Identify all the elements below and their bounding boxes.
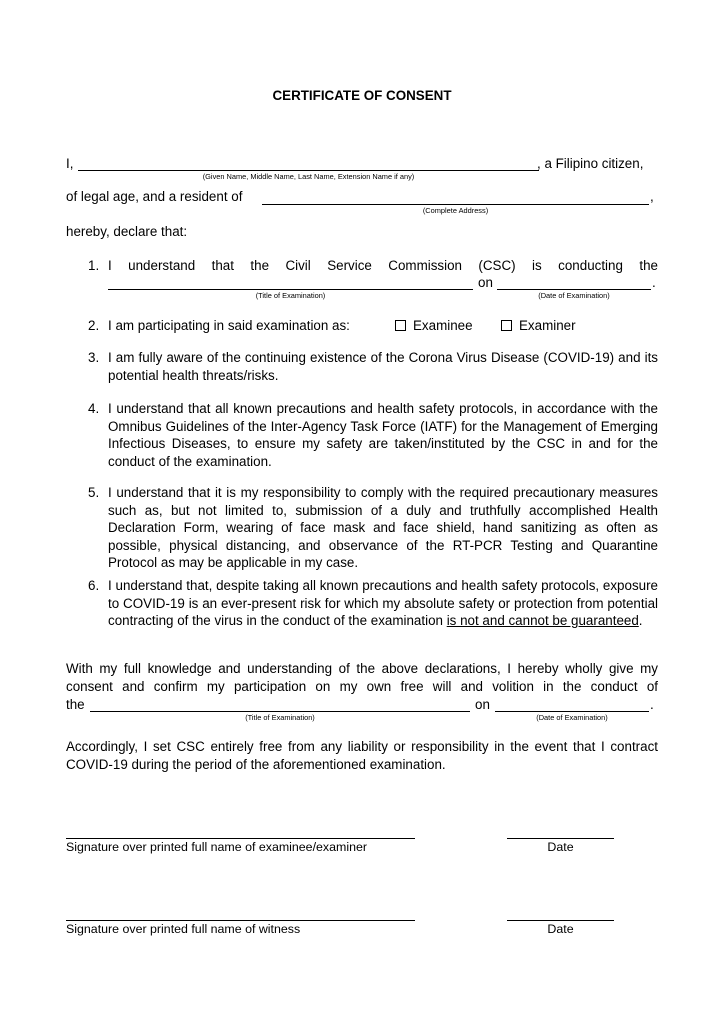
examiner-checkbox[interactable] — [501, 320, 512, 331]
consent-exam-date-field[interactable] — [495, 711, 649, 712]
resident-text: of legal age, and a resident of — [66, 189, 243, 204]
item-1-exam-title-field[interactable] — [108, 289, 473, 290]
item-4-text: I understand that all known precautions and health safety protocols, in accordance with the Omnibus Guidelines of the Inter-Agency Task Force (IATF) for the Management of Emerging Infectious Diseases, to ensure my safety are taken/instituted by the CSC in and for the conduct of the examination. — [108, 401, 658, 469]
consent-title-hint: (Title of Examination) — [245, 713, 315, 722]
option-examiner[interactable] — [501, 316, 576, 335]
citizen-text: , a Filipino citizen, — [537, 156, 644, 171]
item-1-number: 1. — [88, 258, 100, 273]
witness-date-label: Date — [547, 922, 574, 936]
page-title: CERTIFICATE OF CONSENT — [272, 88, 452, 103]
item-1-text: I understand that the Civil Service Commission (CSC) is conducting the — [108, 258, 658, 273]
item-1-date-hint: (Date of Examination) — [538, 291, 610, 300]
item-4-number: 4. — [88, 401, 100, 416]
examinee-signature-label: Signature over printed full name of examinee/examiner — [66, 840, 367, 854]
consent-on: on — [475, 697, 490, 712]
item-2-number: 2. — [88, 318, 100, 333]
name-field[interactable] — [78, 170, 539, 171]
consent-date-hint: (Date of Examination) — [536, 713, 608, 722]
item-6-underlined: is not and cannot be guaranteed — [446, 613, 639, 628]
item-1-title-hint: (Title of Examination) — [255, 291, 326, 300]
item-5-text: I understand that it is my responsibility to comply with the required precautionary measures such as, but not limited to, submission of a duly and truthfully accomplished Health Declaration Form, wearing of face mask and face shield, hand sanitizing as often as possible, physical distancing, and observance of the RT-PCR Testing and Quarantine Protocol as may be applicable in my case. — [108, 485, 658, 570]
consent-text: With my full knowledge and understanding of the above declarations, I hereby wholly give my consent and confirm my participation on my own free will and volition in the conduct of — [66, 661, 658, 694]
item-2-text: I am participating in said examination as: — [108, 318, 350, 333]
item-3-number: 3. — [88, 350, 100, 365]
witness-signature-label: Signature over printed full name of witness — [66, 922, 301, 936]
address-hint: (Complete Address) — [422, 206, 489, 215]
examinee-label: Examinee — [413, 318, 473, 333]
item-6-period: . — [638, 613, 643, 628]
name-hint: (Given Name, Middle Name, Last Name, Extension Name if any) — [202, 172, 415, 181]
examiner-label: Examiner — [519, 318, 576, 333]
consent-the: the — [66, 697, 85, 712]
address-comma: , — [650, 189, 654, 204]
declare-text: hereby, declare that: — [66, 224, 188, 239]
item-5-number: 5. — [88, 485, 100, 500]
name-prefix: I, — [66, 156, 74, 171]
examinee-date-label: Date — [547, 840, 574, 854]
item-1-exam-date-field[interactable] — [497, 289, 651, 290]
examinee-checkbox[interactable] — [395, 320, 406, 331]
item-6-text — [108, 577, 658, 630]
item-1-period: . — [652, 275, 656, 290]
item-3-text: I am fully aware of the continuing existence of the Corona Virus Disease (COVID-19) and its potential health threats/risks. — [108, 350, 658, 383]
item-6-number: 6. — [88, 578, 100, 593]
item-6-body: I understand that, despite taking all known precautions and health safety protocols, exposure to COVID-19 is an ever-present risk for which my absolute safety or protection from potential contracting of the virus in the conduct of the examination — [108, 578, 658, 628]
address-field[interactable] — [262, 204, 649, 205]
consent-exam-title-field[interactable] — [90, 711, 470, 712]
release-text: Accordingly, I set CSC entirely free from any liability or responsibility in the event that I contract COVID-19 during the period of the aforementioned examination. — [66, 739, 658, 772]
consent-period: . — [650, 697, 654, 712]
item-1-on: on — [478, 275, 493, 290]
option-examinee[interactable] — [395, 316, 473, 335]
